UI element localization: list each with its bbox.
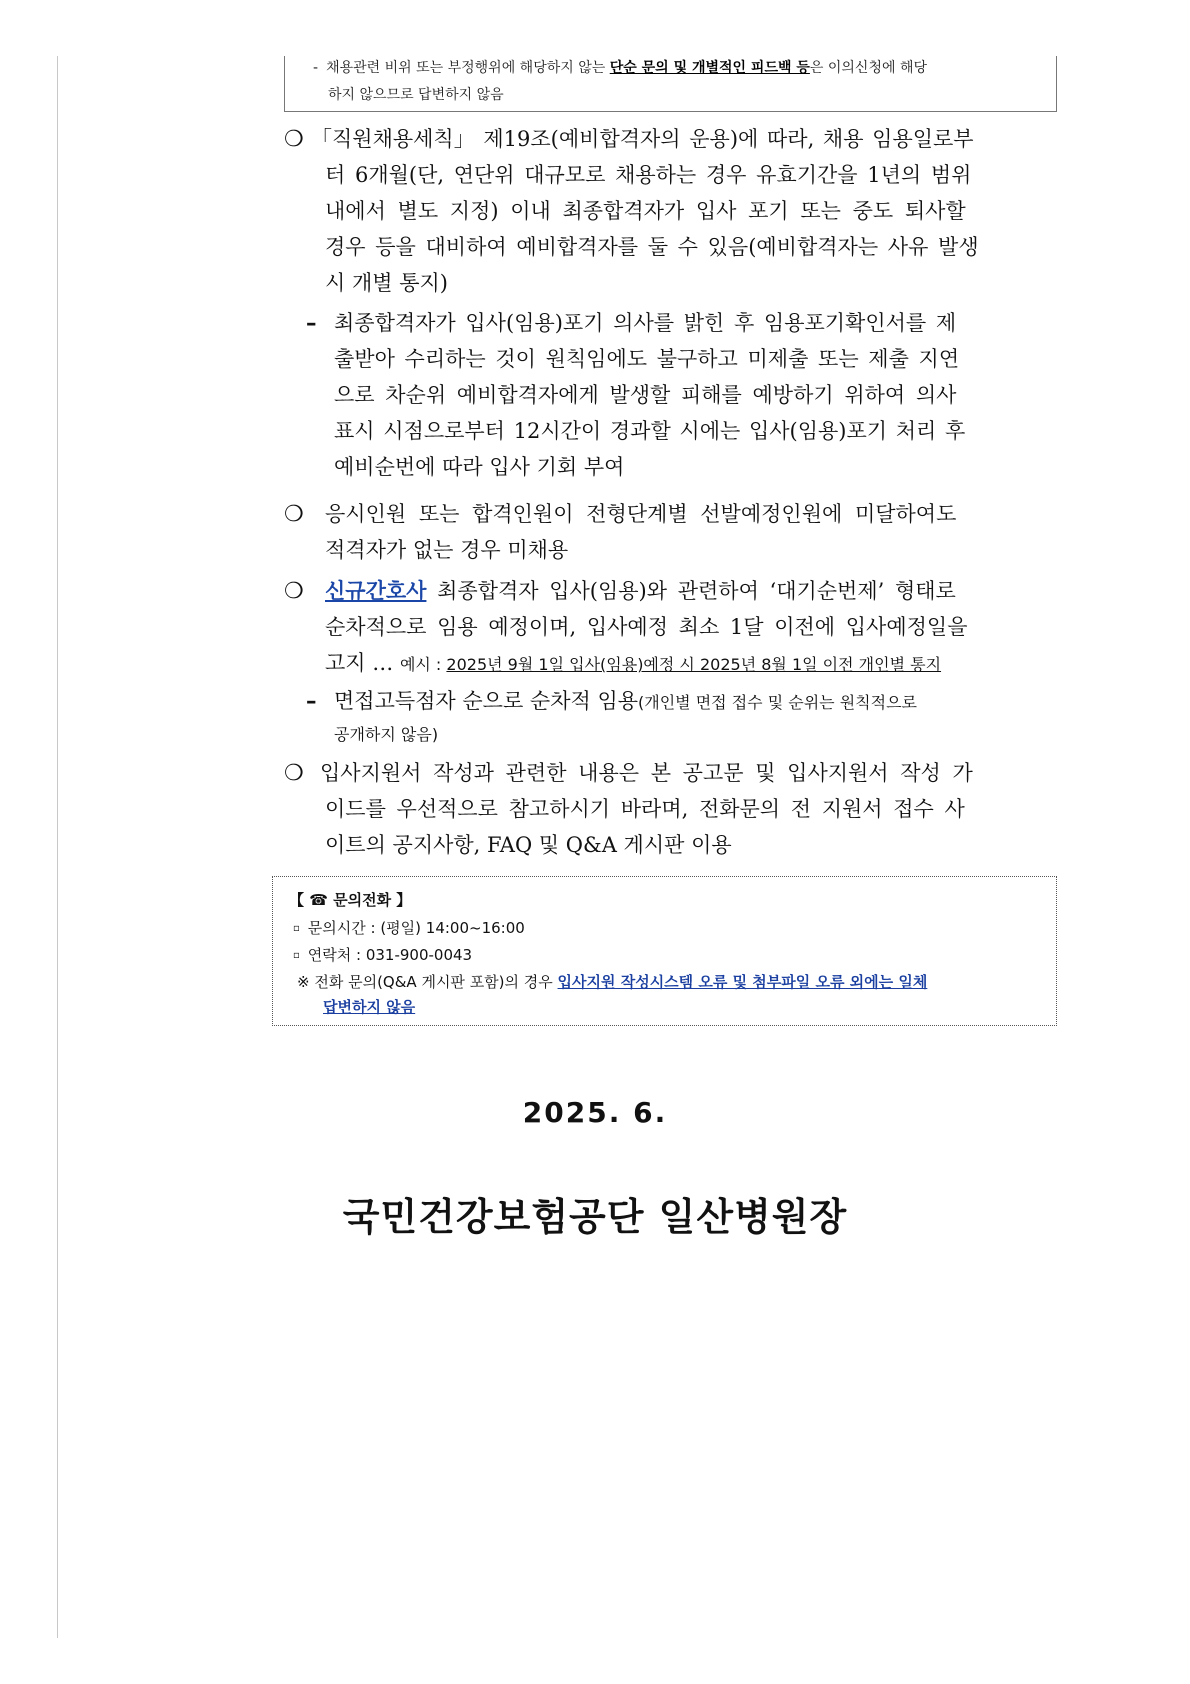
item1-line: 내에서 별도 지정) 이내 최종합격자가 입사 포기 또는 중도 퇴사할 <box>325 199 966 223</box>
item2-line: 적격자가 없는 경우 미채용 <box>325 538 569 562</box>
item1-line: 시 개별 통지) <box>325 271 448 295</box>
square-bullet-icon: ▫ <box>293 950 300 961</box>
new-nurse-highlight: 신규간호사 <box>325 578 427 603</box>
item1-line: 경우 등을 대비하여 예비합격자를 둘 수 있음(예비합격자는 사유 발생 <box>325 235 979 259</box>
item3-sub-main: 면접고득점자 순으로 순차적 임용 <box>334 689 639 713</box>
item3-line3-main: 고지 … <box>325 651 400 675</box>
item1-sub-line: 예비순번에 따라 입사 기회 부여 <box>334 455 625 479</box>
contact-note-line1 <box>297 971 927 992</box>
bullet-circle-icon: ❍ <box>284 502 304 527</box>
item3-sub-line1 <box>334 688 917 716</box>
item3-line1-rest: 최종합격자 입사(임용)와 관련하여 ‘대기순번제’ 형태로 <box>426 579 956 603</box>
item1-sub-line: 표시 시점으로부터 12시간이 경과할 시에는 입사(임용)포기 처리 후 <box>334 419 966 443</box>
top-note-prefix: 채용관련 비위 또는 부정행위에 해당하지 않는 <box>326 60 610 76</box>
item1-line: 터 6개월(단, 연단위 대규모로 채용하는 경우 유효기간을 1년의 범위 <box>325 163 972 187</box>
notice-date: 2025. 6. <box>522 1096 668 1129</box>
contact-hours: 문의시간 : (평일) 14:00~16:00 <box>307 919 525 937</box>
organization-name: 국민건강보험공단 일산병원장 <box>342 1195 848 1239</box>
item4-line: 이드를 우선적으로 참고하시기 바라며, 전화문의 전 지원서 접수 사 <box>325 797 965 821</box>
item4-line: 입사지원서 작성과 관련한 내용은 본 공고문 및 입사지원서 작성 가 <box>320 761 973 785</box>
contact-title: 【 ☎ 문의전화 】 <box>289 891 412 909</box>
contact-note-line2: 답변하지 않음 <box>323 998 416 1016</box>
item3-line1 <box>325 578 956 604</box>
item3-sub-line2: 공개하지 않음) <box>334 725 439 744</box>
top-note-emphasis: 단순 문의 및 개별적인 피드백 등 <box>609 60 810 76</box>
item1-line: 「직원채용세칙」 제19조(예비합격자의 운용)에 따라, 채용 임용일로부 <box>311 127 974 151</box>
example-label: 예시 : <box>399 655 447 674</box>
item3-line3 <box>325 650 941 678</box>
dash-marker: – <box>306 689 317 713</box>
item3-line2: 순차적으로 임용 예정이며, 입사예정 최소 1달 이전에 입사예정일을 <box>325 615 968 639</box>
contact-box <box>272 876 1057 1026</box>
item2-line: 응시인원 또는 합격인원이 전형단계별 선발예정인원에 미달하여도 <box>325 502 957 526</box>
item4-line: 이트의 공지사항, FAQ 및 Q&A 게시판 이용 <box>325 833 732 857</box>
contact-hours-row <box>293 917 525 938</box>
top-note-line2: 하지 않으므로 답변하지 않음 <box>328 87 504 103</box>
example-text: 2025년 9월 1일 입사(임용)예정 시 2025년 8월 1일 이전 개인별 통지 <box>446 655 942 674</box>
contact-phone: 연락처 : 031-900-0043 <box>307 946 473 964</box>
bullet-circle-icon: ❍ <box>284 579 304 604</box>
page-margin-line <box>57 56 58 1638</box>
contact-phone-row <box>293 944 472 965</box>
contact-note-prefix: ※ 전화 문의(Q&A 게시판 포함)의 경우 <box>297 973 558 991</box>
top-note-line1: - 채용관련 비위 또는 부정행위에 해당하지 않는 단순 문의 및 개별적인 피드백 등은 이의신청에 해당 <box>313 60 927 76</box>
bullet-circle-icon: ❍ <box>284 761 304 786</box>
top-note-box <box>284 56 1057 112</box>
dash-marker: – <box>306 311 317 335</box>
item3-sub-small: (개인별 면접 접수 및 순위는 원칙적으로 <box>638 693 917 712</box>
square-bullet-icon: ▫ <box>293 923 300 934</box>
top-note-suffix: 은 이의신청에 해당 <box>809 60 927 76</box>
bullet-circle-icon: ❍ <box>284 127 304 152</box>
item1-sub-line: 으로 차순위 예비합격자에게 발생할 피해를 예방하기 위하여 의사 <box>334 383 957 407</box>
item1-sub-line: 출받아 수리하는 것이 원칙임에도 불구하고 미제출 또는 제출 지연 <box>334 347 960 371</box>
contact-note-emphasis: 입사지원 작성시스템 오류 및 첨부파일 오류 외에는 일체 <box>557 973 928 991</box>
item1-sub-line: 최종합격자가 입사(임용)포기 의사를 밝힌 후 임용포기확인서를 제 <box>334 311 957 335</box>
